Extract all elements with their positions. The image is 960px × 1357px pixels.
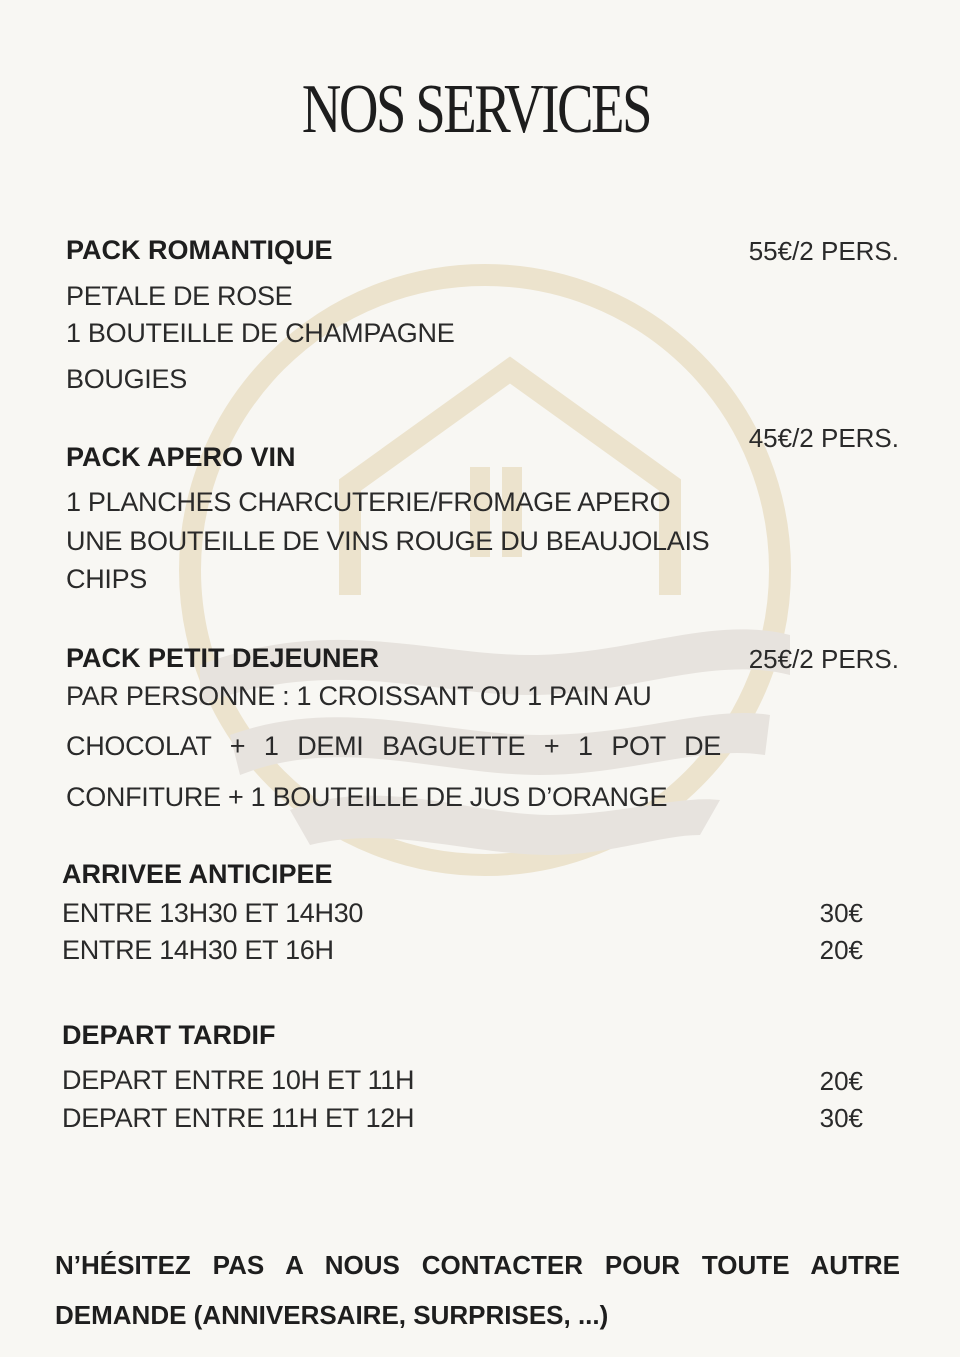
romantique-item: PETALE DE ROSE bbox=[66, 281, 293, 311]
arrivee-row-label: ENTRE 14H30 ET 16H bbox=[62, 935, 334, 965]
romantique-item: 1 BOUTEILLE DE CHAMPAGNE bbox=[66, 318, 455, 348]
contact-note bbox=[55, 1240, 900, 1340]
section-heading-romantique: PACK ROMANTIQUE bbox=[66, 235, 333, 265]
section-heading-arrivee: ARRIVEE ANTICIPEE bbox=[62, 859, 333, 889]
depart-row-price: 30€ bbox=[819, 1103, 863, 1133]
arrivee-row-label: ENTRE 13H30 ET 14H30 bbox=[62, 898, 364, 928]
apero-item: 1 PLANCHES CHARCUTERIE/FROMAGE APERO bbox=[66, 487, 671, 517]
petit-dejeuner-item: CHOCOLAT + 1 DEMI BAGUETTE + 1 POT DE bbox=[66, 731, 721, 761]
apero-item: CHIPS bbox=[66, 564, 148, 594]
section-heading-apero: PACK APERO VIN bbox=[66, 442, 296, 472]
contact-note-line: DEMANDE (ANNIVERSAIRE, SURPRISES, ...) bbox=[55, 1300, 609, 1330]
depart-row-price: 20€ bbox=[819, 1066, 863, 1096]
depart-row-label: DEPART ENTRE 11H ET 12H bbox=[62, 1103, 415, 1133]
petit-dejeuner-item: PAR PERSONNE : 1 CROISSANT OU 1 PAIN AU bbox=[66, 681, 652, 711]
page-title: NOS SERVICES bbox=[301, 71, 651, 148]
price-apero: 45€/2 PERS. bbox=[748, 423, 899, 453]
apero-item: UNE BOUTEILLE DE VINS ROUGE DU BEAUJOLAIS bbox=[66, 526, 710, 556]
petit-dejeuner-item: CONFITURE + 1 BOUTEILLE DE JUS D’ORANGE bbox=[66, 782, 668, 812]
price-romantique: 55€/2 PERS. bbox=[748, 236, 899, 266]
depart-row-label: DEPART ENTRE 10H ET 11H bbox=[62, 1065, 415, 1095]
section-heading-depart: DEPART TARDIF bbox=[62, 1020, 276, 1050]
section-heading-petit-dejeuner: PACK PETIT DEJEUNER bbox=[66, 643, 380, 673]
arrivee-row-price: 30€ bbox=[819, 898, 863, 928]
arrivee-row-price: 20€ bbox=[819, 935, 863, 965]
contact-note-line: N’HÉSITEZ PAS A NOUS CONTACTER POUR TOUTE AUTRE bbox=[55, 1250, 900, 1280]
price-petit-dejeuner: 25€/2 PERS. bbox=[748, 644, 899, 674]
romantique-item: BOUGIES bbox=[66, 364, 187, 394]
